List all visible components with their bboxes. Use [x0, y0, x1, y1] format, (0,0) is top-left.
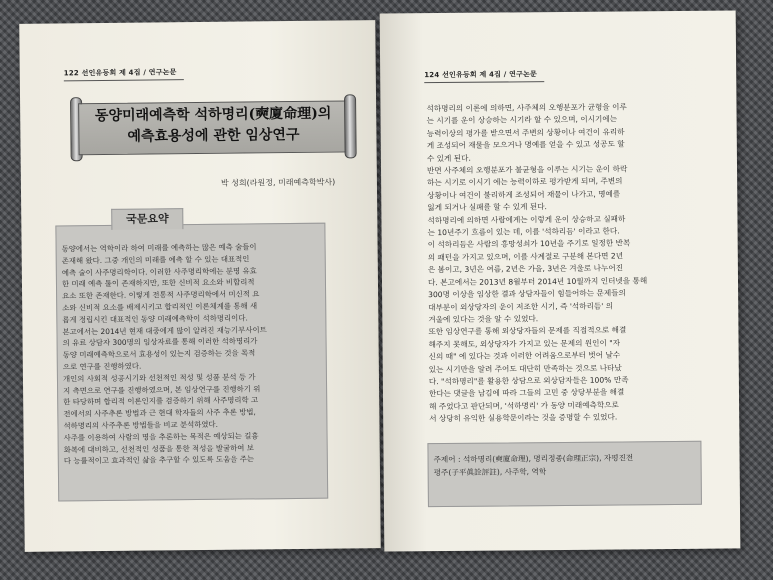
- text-line: 예측 술이 사주명리학이다. 이러한 사주명리학에는 분명 유효: [61, 265, 257, 278]
- text-line: 반면 사주체의 오행분포가 불균형을 이루는 시기는 운이 하락: [426, 164, 628, 176]
- right-page: [380, 10, 741, 551]
- text-line: 다. 본고에서는 2013년 8월부터 2014년 10월까지 인터넷을 통해: [427, 275, 648, 287]
- text-line: 능력이상의 평가를 받으면서 주변의 상황이나 여건이 유리하: [426, 127, 625, 138]
- abstract-heading: 국문요약: [111, 208, 183, 230]
- text-line: 평주(子平眞詮評註), 사주학, 역학: [433, 467, 547, 478]
- text-line: 롭게 정립시킨 대표적인 동양 미래예측학이 석하명리이다.: [62, 313, 248, 325]
- text-line: 지 측면으로 연구를 진행하였으며, 본 임상연구를 진행하기 위: [63, 383, 261, 396]
- text-line: 으로 연구를 진행하였다.: [62, 361, 142, 372]
- text-line: 는 10년주기 흐름이 있는 데, 이를 '석하리듬' 이라고 한다.: [427, 226, 620, 238]
- text-line: 한 미래 예측 툴이 존재하지만, 또한 신비적 요소와 비합리적: [61, 277, 255, 289]
- paper-title-line2: 예측효용성에 관한 임상연구: [127, 126, 300, 145]
- text-line: 요소 또한 존재한다. 이렇게 전통적 사주명리학에서 미신적 요: [62, 289, 260, 301]
- text-line: 주제어 : 석하명리(奭廈命理), 명리정종(命理正宗), 자평진전: [433, 453, 634, 465]
- text-line: 소와 신비적 요소를 배제시키고 합리적인 이론체계를 통해 새: [62, 301, 258, 313]
- abstract-text: [62, 241, 320, 468]
- text-line: 다. "석하명리"를 활용한 상담으로 외상담자들은 100% 만족: [428, 375, 629, 387]
- text-line: 이 석하리듬은 사람의 흥망성쇠가 10년을 주기로 일정한 반복: [427, 238, 631, 250]
- text-line: 잃게 되거나 실패를 할 수 있게 된다.: [427, 202, 547, 213]
- title-banner: [68, 90, 359, 165]
- text-line: 있는 시기만을 알려 주어도 대단히 만족하는 것으로 나타났: [428, 362, 622, 374]
- keywords-text: [433, 451, 695, 479]
- running-head: 124 선인유등회 제 4집 / 연구논문: [424, 69, 544, 83]
- paper-title: [84, 104, 342, 149]
- text-line: 대부분이 외상당자의 운이 저조한 시기, 즉 '석하리듬' 의: [428, 301, 614, 312]
- text-line: 한 타당하며 합리적 이론인지를 검증하기 위해 사주명리학 고: [63, 395, 259, 407]
- text-line: 다 능률적이고 효과적인 삶을 추구할 수 있도록 도움을 주는: [63, 454, 255, 466]
- text-line: 겨울에 있다는 것을 알 수 있었다.: [428, 314, 539, 325]
- text-line: 해 주었다고 판단되며, '석하명리' 가 동양 미래예측학으로: [429, 400, 619, 411]
- text-line: 은 봄이고, 3년은 여름, 2년은 가을, 3년은 겨울로 나누어진: [427, 263, 624, 275]
- text-line: 본고에서는 2014년 현재 대중에게 많이 알려진 재능기부사이트: [62, 324, 267, 337]
- text-line: 전에서의 사주추론 방법과 근 현대 학자들의 사주 추론 방법,: [63, 407, 256, 419]
- text-line: 동양 미래예측학으로서 효용성이 있는지 검증하는 것을 목적: [62, 348, 256, 360]
- text-line: 석하명리의 이론에 의하면, 사주체의 오행분포가 균형을 이루: [426, 102, 627, 114]
- text-line: 서 상당히 유익한 실용학문이라는 것을 증명할 수 있었다.: [429, 412, 618, 424]
- text-line: 석하명리에 의하면 사람에게는 이렇게 운이 상승하고 실패하: [427, 214, 626, 225]
- text-line: 는 시기를 운이 상승하는 시기라 할 수 있으며, 이시기에는: [426, 114, 618, 126]
- author-line: 박 성희(라원정, 미래예측학박사): [220, 177, 336, 188]
- text-line: 존재해 왔다. 그중 개인의 미래를 예측 할 수 있는 대표적인: [61, 254, 250, 266]
- text-line: 신의 때" 에 있다는 것과 이러한 어려움으로부터 벗어 날수: [428, 350, 621, 362]
- text-line: 300명 이상을 임상한 결과 상담자들이 힘들어하는 문제들의: [428, 288, 626, 300]
- text-line: 게 조성되어 재물을 모으거나 명예를 얻을 수 있고 성공도 할: [426, 139, 625, 151]
- text-line: 사주를 이용하여 사람의 명을 추론하는 목적은 예상되는 길흉: [63, 431, 259, 443]
- text-line: 해주지 못해도, 외상당자가 가지고 있는 문제의 원인이 "자: [428, 338, 621, 349]
- left-page: [19, 20, 381, 552]
- text-line: 상황이나 여건이 불리하게 조성되어 재물이 나가고, 명예를: [427, 189, 621, 200]
- text-line: 한다는 댓글을 남김에 따라 그들의 고민 중 상당부분을 해결: [428, 387, 625, 399]
- text-line: 석하명리의 사주추론 방법들을 비교 분석하였다.: [63, 419, 219, 431]
- text-line: 동양에서는 역학이라 하여 미래를 예측하는 많은 예측 술들이: [61, 242, 257, 254]
- paper-title-line1: 동양미래예측학 석하명리(奭廈命理)의: [94, 105, 332, 125]
- text-line: 의 패턴을 가지고 있으며, 이를 사계절로 구분해 본다면 2년: [427, 251, 624, 263]
- scroll-roll-right: [344, 94, 357, 158]
- text-line: 화복에 대비하고, 선천적인 성품을 통한 적성을 발굴하여 보: [63, 442, 254, 454]
- text-line: 또한 임상연구를 통해 외상당자들의 문제를 직접적으로 해결: [428, 325, 627, 337]
- running-head: 122 선인유등회 제 4집 / 연구논문: [64, 67, 184, 81]
- text-line: 수 있게 된다.: [426, 153, 471, 163]
- text-line: 의 유료 상담자 300명의 임상자료를 통해 이러한 석하명리가: [62, 336, 258, 348]
- text-line: 개인의 사회적 성공시기와 선천적인 적성 및 성품 분석 등 가: [62, 372, 256, 384]
- body-text: [426, 101, 697, 426]
- text-line: 하는 시기로 이시기 에는 능력이하로 평가받게 되며, 주변의: [427, 176, 623, 188]
